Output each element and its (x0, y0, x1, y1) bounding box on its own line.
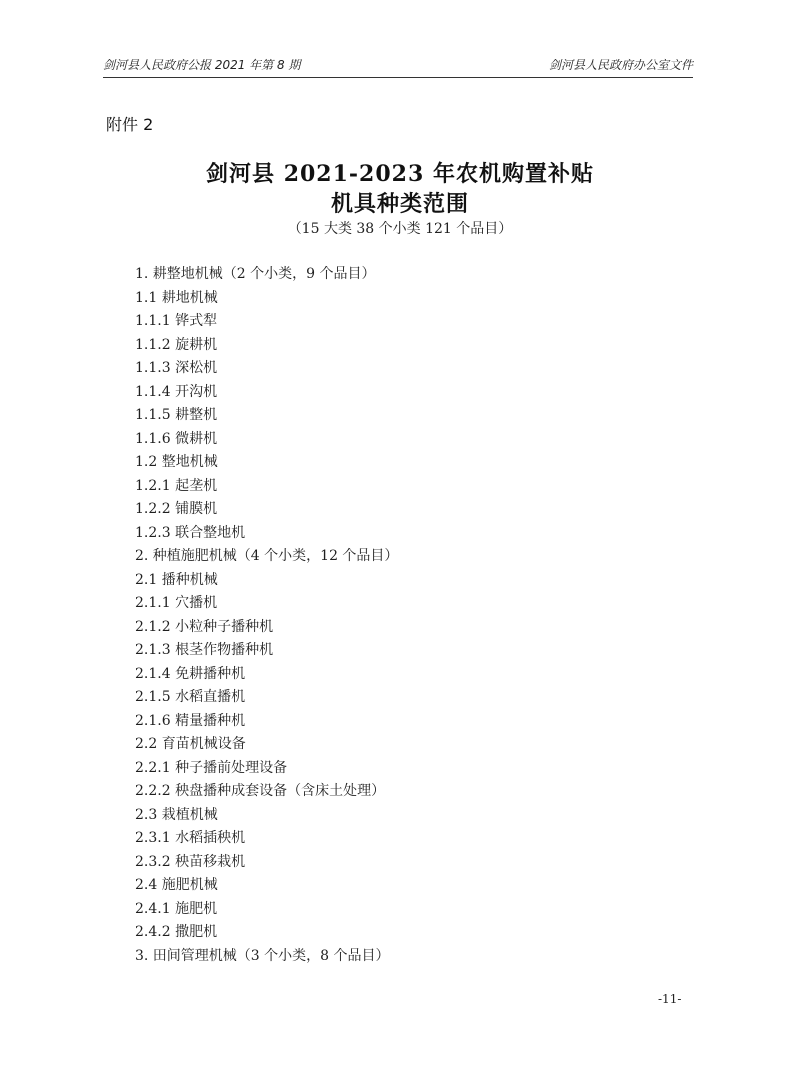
list-item: 2.1.3 根茎作物播种机 (135, 642, 274, 658)
list-item: 2.3.2 秧苗移栽机 (135, 853, 246, 870)
attachment-label: 附件 2 (106, 115, 154, 134)
list-item: 1.2 整地机械 (135, 454, 218, 470)
list-item: 2.1.5 水稻直播机 (135, 689, 246, 705)
document-subtitle: （15 大类 38 个小类 121 个品目） (287, 221, 513, 237)
list-item: 1. 耕整地机械（2 个小类，9 个品目） (135, 266, 376, 282)
category-list (135, 263, 695, 968)
list-item: 2.1.2 小粒种子播种机 (135, 618, 274, 635)
list-item: 3. 田间管理机械（3 个小类，8 个品目） (135, 947, 390, 964)
list-item: 2.1 播种机械 (135, 571, 218, 588)
list-item: 1.1 耕地机械 (135, 289, 218, 306)
list-item: 2.4 施肥机械 (135, 877, 218, 893)
list-item: 2.4.1 施肥机 (135, 900, 218, 917)
header-office-title: 剑河县人民政府办公室文件 (548, 58, 693, 72)
list-item: 2.1.6 精量播种机 (135, 712, 246, 729)
list-item: 1.1.4 开沟机 (135, 383, 218, 400)
list-item: 2.2 育苗机械设备 (135, 736, 246, 752)
list-item: 2.1.4 免耕播种机 (135, 665, 246, 682)
list-item: 2.3.1 水稻插秧机 (135, 830, 246, 846)
list-item: 2.2.2 秧盘播种成套设备（含床土处理） (135, 783, 386, 799)
page-number: -11- (658, 992, 682, 1006)
page-header (103, 56, 693, 76)
header-divider (103, 77, 693, 78)
document-title-line1: 剑河县 2021-2023 年农机购置补贴 (206, 161, 594, 187)
list-item: 1.2.1 起垄机 (135, 477, 218, 494)
list-item: 1.1.1 铧式犁 (135, 313, 218, 329)
list-item: 1.1.3 深松机 (135, 360, 218, 376)
header-gazette-title: 剑河县人民政府公报 2021 年第 8 期 (103, 58, 301, 72)
list-item: 2.3 栽植机械 (135, 806, 218, 823)
list-item: 2.2.1 种子播前处理设备 (135, 759, 288, 776)
list-item: 1.2.2 铺膜机 (135, 501, 218, 517)
list-item: 2.4.2 撒肥机 (135, 924, 218, 940)
list-item: 1.1.6 微耕机 (135, 430, 218, 447)
list-item: 2. 种植施肥机械（4 个小类，12 个品目） (135, 548, 399, 564)
list-item: 1.2.3 联合整地机 (135, 524, 246, 541)
list-item: 2.1.1 穴播机 (135, 595, 218, 611)
list-item: 1.1.2 旋耕机 (135, 336, 218, 353)
document-title-line2: 机具种类范围 (330, 191, 469, 217)
list-item: 1.1.5 耕整机 (135, 407, 218, 423)
